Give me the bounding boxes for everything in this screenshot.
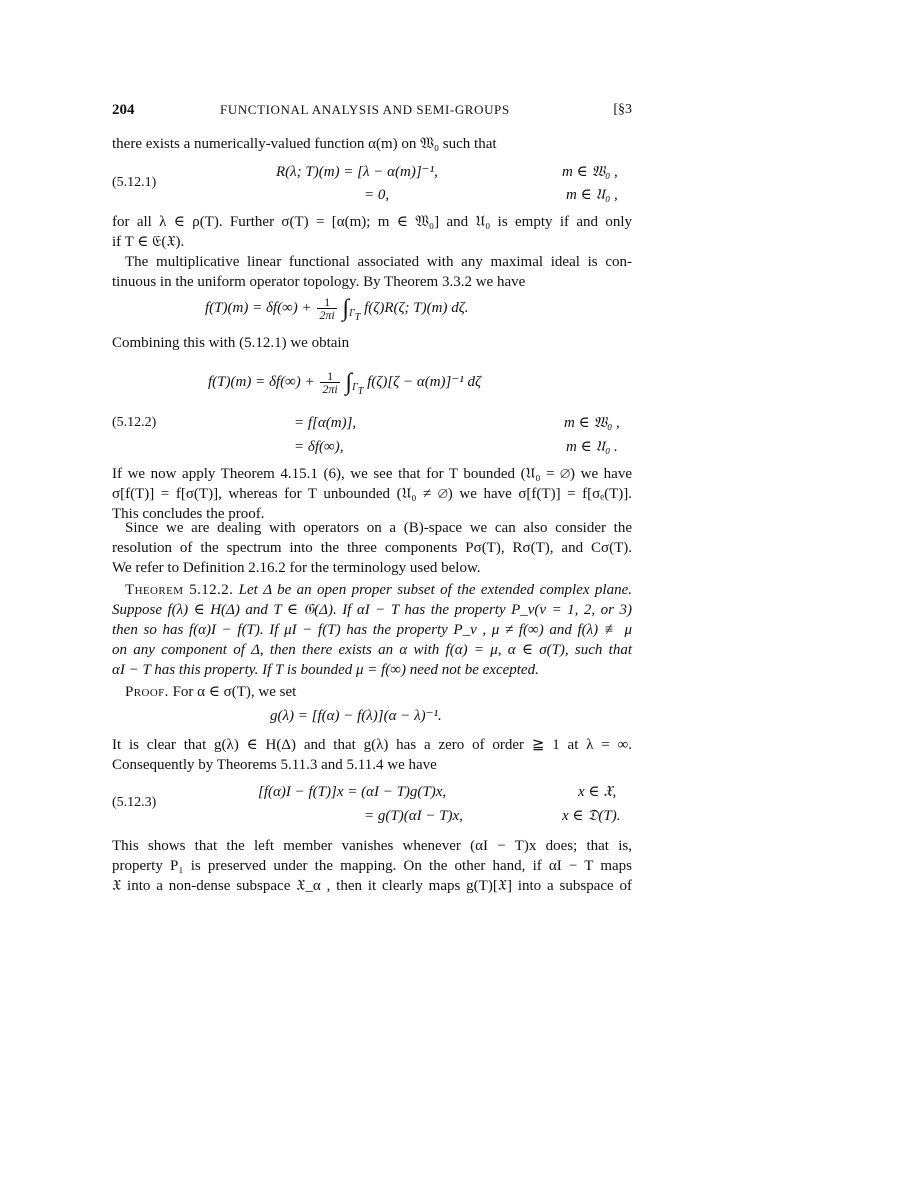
text-line: This shows that the left member vanishes whenever (αI − T)x does; that is, — [112, 838, 632, 854]
integral-contour: ΓT — [349, 307, 361, 323]
equation-condition: x ∈ 𝔛, — [578, 784, 617, 800]
page-number: 204 — [112, 102, 135, 118]
fraction-numerator: 1 — [320, 370, 339, 383]
equation-line: g(λ) = [f(α) − f(λ)](α − λ)⁻¹. — [270, 708, 442, 724]
fraction-denominator: 2πi — [322, 382, 338, 396]
text-line: tinuous in the uniform operator topology. By Theorem 3.3.2 we have — [112, 274, 526, 290]
text-line: This concludes the proof. — [112, 506, 265, 522]
paragraph — [112, 333, 632, 353]
text-line — [112, 580, 632, 600]
theorem-line: αI − T has this property. If T is bounded μ = f(∞) need not be excepted. — [112, 662, 539, 678]
equation-number: (5.12.3) — [112, 795, 157, 810]
intro-paragraph — [112, 134, 632, 154]
theorem-line: Suppose f(λ) ∈ H(Δ) and T ∈ 𝔊(Δ). If αI − T has the property P_ν(ν = 1, 2, or 3) — [112, 602, 632, 618]
theorem-label: Theorem 5.12.2. — [125, 582, 234, 598]
text-line: Combining this with (5.12.1) we obtain — [112, 335, 350, 351]
equation-lhs: f(T)(m) = δf(∞) + — [208, 373, 315, 390]
section-marker: [§3 — [613, 102, 632, 117]
text-line: for all λ ∈ ρ(T). Further σ(T) = [α(m); m ∈ 𝔚₀] and 𝔘₀ is empty if and only — [112, 214, 632, 230]
equation-line: = g(T)(αI − T)x, — [364, 808, 463, 824]
proof-text: For α ∈ σ(T), we set — [172, 684, 297, 700]
page-header — [112, 100, 632, 120]
fraction — [317, 296, 336, 321]
paragraph — [112, 518, 632, 578]
proof-paragraph — [112, 682, 632, 702]
integral-contour: ΓT — [352, 381, 364, 397]
theorem-block — [112, 580, 632, 680]
equation-lhs: f(T)(m) = δf(∞) + — [205, 299, 312, 316]
text-line: Consequently by Theorems 5.11.3 and 5.11.4 we have — [112, 757, 437, 773]
paragraph — [112, 836, 632, 896]
paragraph — [112, 464, 632, 524]
fraction-denominator: 2πi — [319, 308, 335, 322]
theorem-text: Let Δ be an open proper subset of the extended complex plane. — [238, 582, 633, 598]
fraction-numerator: 1 — [317, 296, 336, 309]
equation-condition: x ∈ 𝔇(T). — [562, 808, 621, 824]
text-line: It is clear that g(λ) ∈ H(Δ) and that g(λ) has a zero of order ≧ 1 at λ = ∞. — [112, 737, 632, 753]
paragraph — [112, 252, 632, 292]
equation-line: [f(α)I − f(T)]x = (αI − T)g(T)x, — [258, 784, 447, 800]
equation-condition: m ∈ 𝔘₀ . — [566, 439, 618, 455]
integral-sign: ∫ — [342, 295, 350, 322]
equation-line: = δf(∞), — [294, 439, 344, 455]
text-line: Since we are dealing with operators on a (B)-space we can also consider the — [125, 520, 632, 536]
paragraph — [112, 735, 632, 775]
equation-condition: m ∈ 𝔚₀ , — [562, 164, 618, 180]
integral-sign: ∫ — [345, 369, 353, 396]
running-title: FUNCTIONAL ANALYSIS AND SEMI-GROUPS — [220, 102, 510, 117]
equation-line: R(λ; T)(m) = [λ − α(m)]⁻¹, — [276, 164, 438, 180]
text-line: If we now apply Theorem 4.15.1 (6), we see that for T bounded (𝔘₀ = ∅) we have — [112, 466, 632, 482]
text-line: resolution of the spectrum into the three components Pσ(T), Rσ(T), and Cσ(T). — [112, 540, 632, 556]
text-line: if T ∈ 𝔈(𝔛). — [112, 234, 185, 250]
text-line: The multiplicative linear functional associated with any maximal ideal is con- — [125, 254, 632, 270]
theorem-line: on any component of Δ, then there exists an α with f(α) = μ, α ∈ σ(T), such that — [112, 642, 632, 658]
integrand: f(ζ)[ζ − α(m)]⁻¹ dζ — [367, 373, 482, 390]
text-line: property P₁ is preserved under the mapping. On the other hand, if αI − T maps — [112, 858, 632, 874]
text-line — [112, 682, 632, 702]
text-line: We refer to Definition 2.16.2 for the terminology used below. — [112, 560, 481, 576]
display-equation — [205, 296, 469, 328]
equation-line: = 0, — [364, 187, 390, 203]
text-line: there exists a numerically-valued function α(m) on 𝔚₀ such that — [112, 136, 497, 152]
text-line: 𝔛 into a non-dense subspace 𝔛_α , then it clearly maps g(T)[𝔛] into a subspace of — [112, 878, 632, 894]
equation-number: (5.12.2) — [112, 415, 157, 430]
proof-label: Proof. — [125, 684, 169, 700]
equation-condition: m ∈ 𝔘₀ , — [566, 187, 618, 203]
paragraph — [112, 212, 632, 252]
display-equation — [208, 370, 481, 402]
equation-number: (5.12.1) — [112, 175, 157, 190]
equation-line: = f[α(m)], — [294, 415, 357, 431]
fraction — [320, 370, 339, 395]
integrand: f(ζ)R(ζ; T)(m) dζ. — [364, 299, 469, 316]
equation-condition: m ∈ 𝔚₀ , — [564, 415, 620, 431]
theorem-line: then so has f(α)I − f(T). If μI − f(T) has the property P_ν , μ ≠ f(∞) and f(λ) ≢ μ — [112, 622, 632, 638]
text-line: σ[f(T)] = f[σ(T)], whereas for T unbounded (𝔘₀ ≠ ∅) we have σ[f(T)] = f[σₑ(T)]. — [112, 486, 632, 502]
